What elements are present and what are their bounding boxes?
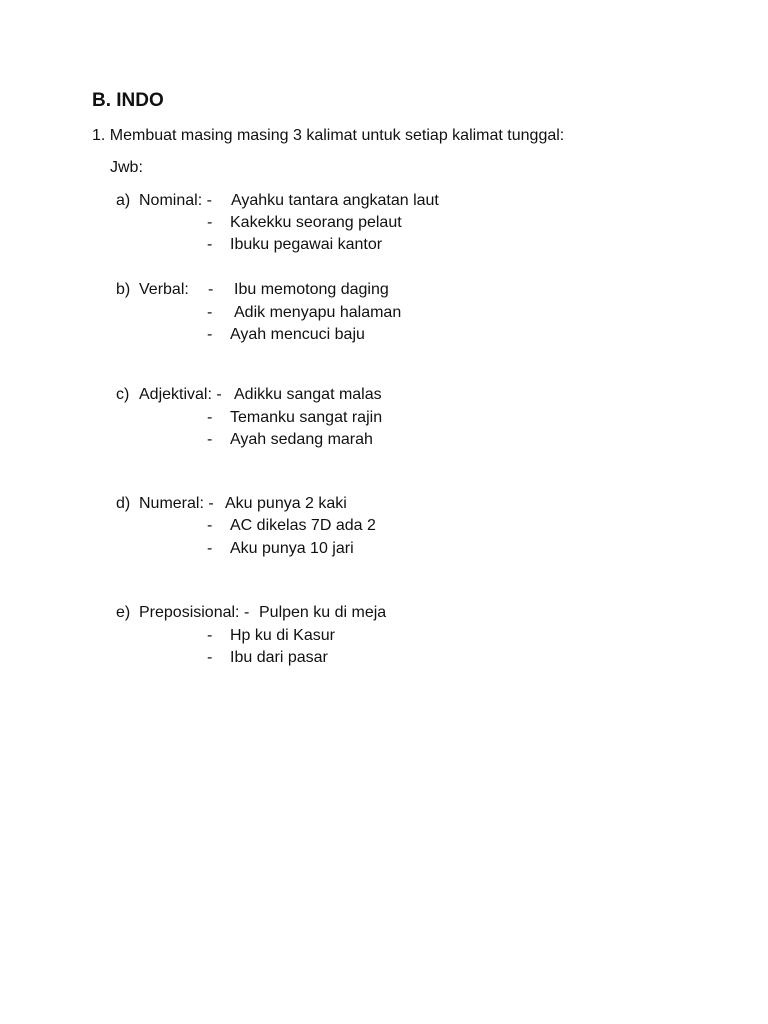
question-text: 1. Membuat masing masing 3 kalimat untuk setiap kalimat tunggal: <box>92 127 565 144</box>
section-a-dash-3: - <box>207 236 213 253</box>
section-c-dash-2: - <box>207 409 213 426</box>
section-e-item-2: Hp ku di Kasur <box>230 627 335 644</box>
section-e-dash-2: - <box>207 627 213 644</box>
section-e-dash-3: - <box>207 649 213 666</box>
section-a-item-2: Kakekku seorang pelaut <box>230 214 402 231</box>
section-a-label: Nominal: - <box>139 192 212 209</box>
section-c-label: Adjektival: - <box>139 386 222 403</box>
section-b-item-3: Ayah mencuci baju <box>230 326 365 343</box>
section-e-item-1: Pulpen ku di meja <box>259 604 387 621</box>
section-a-item-1: Ayahku tantara angkatan laut <box>231 192 439 209</box>
section-e-item-3: Ibu dari pasar <box>230 649 328 666</box>
section-a-marker: a) <box>116 192 131 209</box>
section-b-item-1: Ibu memotong daging <box>234 281 389 298</box>
section-d-item-3: Aku punya 10 jari <box>230 540 354 557</box>
section-b-dash-1: - <box>208 281 214 298</box>
section-e-label: Preposisional: - <box>139 604 250 621</box>
section-c-item-2: Temanku sangat rajin <box>230 409 383 426</box>
section-d-item-1: Aku punya 2 kaki <box>225 495 347 512</box>
section-a-item-3: Ibuku pegawai kantor <box>230 236 383 253</box>
section-b-marker: b) <box>116 281 131 298</box>
section-d-item-2: AC dikelas 7D ada 2 <box>230 517 376 534</box>
section-a-dash-2: - <box>207 214 213 231</box>
section-b-dash-2: - <box>207 304 213 321</box>
answer-label: Jwb: <box>110 159 143 176</box>
section-d-dash-3: - <box>207 540 213 557</box>
section-e-marker: e) <box>116 604 131 621</box>
section-d-marker: d) <box>116 495 131 512</box>
section-b-label: Verbal: <box>139 281 189 298</box>
section-c-dash-3: - <box>207 431 213 448</box>
section-d-label: Numeral: - <box>139 495 214 512</box>
document-heading: B. INDO <box>92 90 164 111</box>
section-c-marker: c) <box>116 386 130 403</box>
section-c-item-3: Ayah sedang marah <box>230 431 373 448</box>
section-d-dash-2: - <box>207 517 213 534</box>
section-b-item-2: Adik menyapu halaman <box>234 304 402 321</box>
section-c-item-1: Adikku sangat malas <box>234 386 382 403</box>
section-b-dash-3: - <box>207 326 213 343</box>
